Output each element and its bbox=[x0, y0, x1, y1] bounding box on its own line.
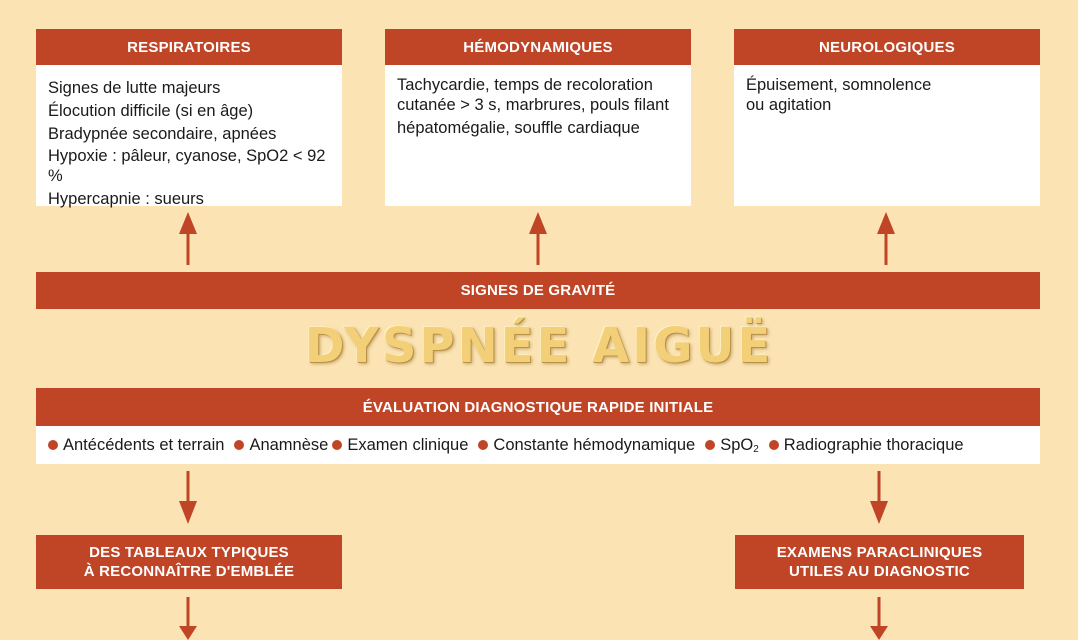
arrow-up-neurologiques bbox=[877, 212, 895, 265]
eval-item-label: Anamnèse bbox=[249, 435, 329, 454]
arrow-up-hemodynamiques bbox=[529, 212, 547, 265]
arrow-up-respiratoires bbox=[179, 212, 197, 265]
respiratoires-line-2: Élocution difficile (si en âge) bbox=[48, 101, 254, 120]
respiratoires-line-3: Bradypnée secondaire, apnées bbox=[48, 124, 277, 143]
eval-item-label: SpO bbox=[720, 435, 754, 454]
arrow-down-tableaux-continue bbox=[179, 597, 197, 640]
neurologiques-line-2: ou agitation bbox=[746, 95, 832, 114]
header-neurologiques: NEUROLOGIQUES bbox=[734, 29, 1040, 65]
eval-item-label: Constante hémodynamique bbox=[493, 435, 696, 454]
examens-line-2: UTILES AU DIAGNOSTIC bbox=[789, 563, 970, 580]
arrow-down-examens-continue bbox=[870, 597, 888, 640]
tableaux-line-2: À RECONNAÎTRE D'EMBLÉE bbox=[83, 563, 295, 580]
header-respiratoires: RESPIRATOIRES bbox=[36, 29, 342, 65]
examens-line-1: EXAMENS PARACLINIQUES bbox=[776, 543, 983, 561]
main-title: DYSPNÉE AIGUË bbox=[304, 318, 774, 374]
respiratoires-line-1: Signes de lutte majeurs bbox=[48, 79, 221, 97]
hemodynamiques-line-3: hépatomégalie, souffle cardiaque bbox=[397, 118, 640, 137]
respiratoires-line-4: Hypoxie : pâleur, cyanose, SpO2 < 92 % bbox=[48, 147, 326, 186]
arrow-down-tableaux bbox=[179, 471, 197, 524]
arrow-down-examens bbox=[870, 471, 888, 524]
header-hemodynamiques: HÉMODYNAMIQUES bbox=[385, 29, 691, 65]
neurologiques-line-1: Épuisement, somnolence bbox=[746, 76, 932, 94]
header-signes-de-gravite: SIGNES DE GRAVITÉ bbox=[36, 272, 1040, 309]
respiratoires-line-5: Hypercapnie : sueurs bbox=[48, 189, 204, 208]
hemodynamiques-line-1: Tachycardie, temps de recoloration bbox=[397, 76, 653, 94]
hemodynamiques-line-2: cutanée > 3 s, marbrures, pouls filant bbox=[397, 95, 669, 114]
eval-item-label: Radiographie thoracique bbox=[783, 435, 964, 454]
spo2-subscript: 2 bbox=[753, 443, 759, 455]
eval-item-label: Antécédents et terrain bbox=[63, 435, 225, 454]
tableaux-line-1: DES TABLEAUX TYPIQUES bbox=[89, 543, 289, 561]
eval-item-label: Examen clinique bbox=[347, 435, 469, 454]
header-evaluation: ÉVALUATION DIAGNOSTIQUE RAPIDE INITIALE bbox=[36, 388, 1040, 426]
